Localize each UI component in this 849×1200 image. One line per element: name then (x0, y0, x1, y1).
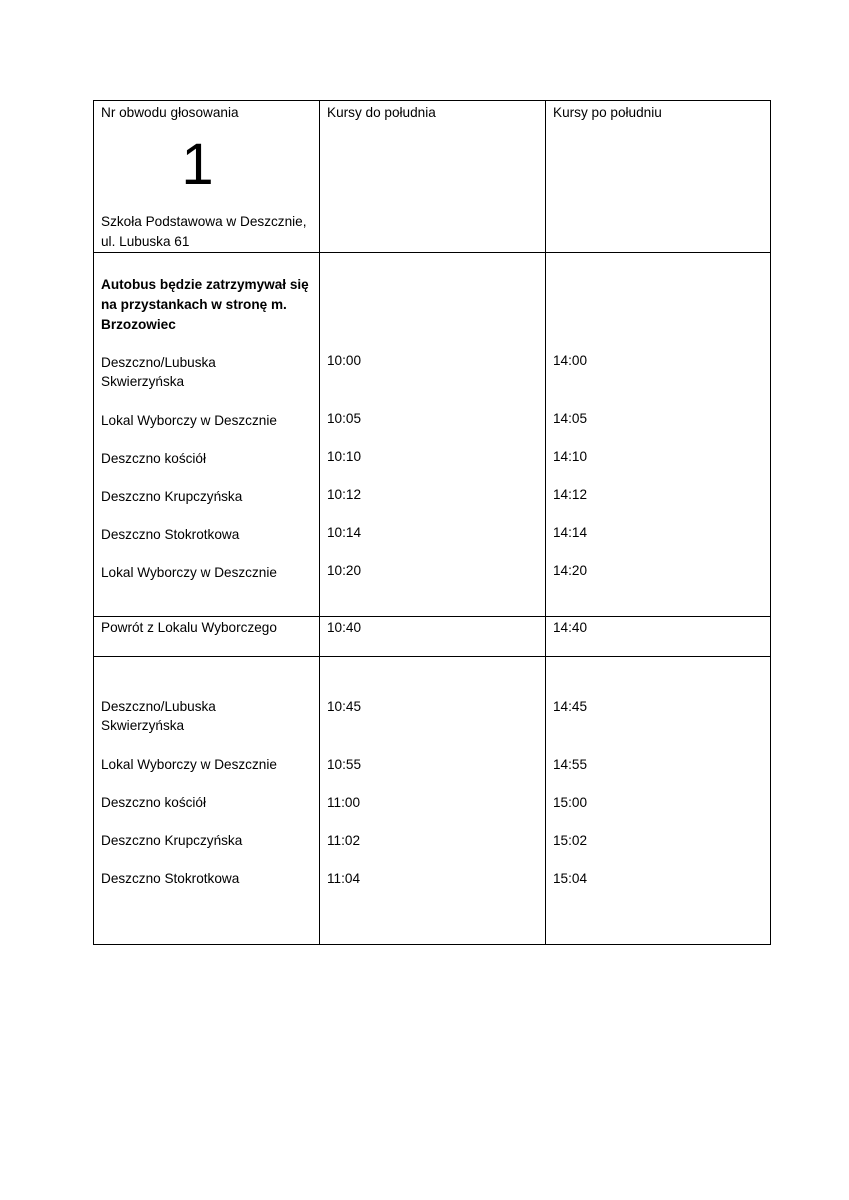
morning-time: 10:10 (327, 449, 362, 464)
morning-time: 10:40 (327, 620, 362, 635)
return-morning-cell (320, 617, 546, 657)
afternoon-time: 14:55 (553, 757, 588, 772)
outbound-afternoon-cell (546, 253, 771, 617)
district-number: 1 (181, 132, 214, 197)
stop-name-line: Skwierzyńska (101, 718, 185, 733)
afternoon-time: 15:04 (553, 871, 588, 886)
stop-name: Deszczno Krupczyńska (101, 489, 243, 504)
morning-header-cell (320, 101, 546, 253)
afternoon-time: 15:00 (553, 795, 588, 810)
outbound-stops-cell (94, 253, 320, 617)
stop-name: Deszczno kościół (101, 795, 207, 810)
stop-name-line: Deszczno/Lubuska (101, 699, 216, 714)
stop-name (101, 697, 312, 755)
outbound-morning-cell (320, 253, 546, 617)
return-row (94, 617, 771, 657)
afternoon-column-header: Kursy po południu (553, 105, 662, 120)
morning-time: 10:05 (327, 411, 362, 426)
stop-name: Deszczno Krupczyńska (101, 833, 243, 848)
header-row (94, 101, 771, 253)
morning-column-header: Kursy do południa (327, 105, 436, 120)
afternoon-time: 14:12 (553, 487, 588, 502)
stop-name-line: Deszczno/Lubuska (101, 355, 216, 370)
second-morning-cell (320, 657, 546, 945)
afternoon-time: 14:40 (553, 620, 588, 635)
morning-time: 10:45 (327, 699, 362, 714)
school-name: Szkoła Podstawowa w Deszcznie, (101, 214, 307, 229)
afternoon-time: 15:02 (553, 833, 588, 848)
stop-name: Lokal Wyborczy w Deszcznie (101, 413, 277, 428)
second-stops-cell (94, 657, 320, 945)
return-label-cell (94, 617, 320, 657)
district-cell (94, 101, 320, 253)
morning-time: 10:55 (327, 757, 362, 772)
afternoon-time: 14:14 (553, 525, 588, 540)
afternoon-header-cell (546, 101, 771, 253)
stop-name: Lokal Wyborczy w Deszcznie (101, 565, 277, 580)
morning-time: 10:12 (327, 487, 362, 502)
second-afternoon-cell (546, 657, 771, 945)
morning-time: 10:14 (327, 525, 362, 540)
return-label: Powrót z Lokalu Wyborczego (101, 620, 277, 635)
morning-time: 10:20 (327, 563, 362, 578)
outbound-stop-list (101, 353, 312, 601)
stop-name-line: Skwierzyńska (101, 374, 185, 389)
direction-note: Autobus będzie zatrzymywał się na przystankach w stronę m. Brzozowiec (101, 277, 309, 332)
outbound-row (94, 253, 771, 617)
afternoon-time: 14:00 (553, 353, 588, 368)
morning-time: 10:00 (327, 353, 362, 368)
morning-time: 11:00 (327, 795, 361, 810)
morning-time: 11:02 (327, 833, 361, 848)
second-stop-list (101, 697, 312, 907)
stop-name: Deszczno Stokrotkowa (101, 527, 240, 542)
stop-name (101, 353, 312, 411)
afternoon-time: 14:05 (553, 411, 588, 426)
district-label: Nr obwodu głosowania (101, 105, 239, 120)
afternoon-time: 14:20 (553, 563, 588, 578)
school-address: ul. Lubuska 61 (101, 234, 190, 249)
second-run-row (94, 657, 771, 945)
stop-name: Deszczno kościół (101, 451, 207, 466)
afternoon-time: 14:10 (553, 449, 588, 464)
stop-name: Lokal Wyborczy w Deszcznie (101, 757, 277, 772)
afternoon-time: 14:45 (553, 699, 588, 714)
bus-schedule-table (93, 100, 771, 945)
stop-name: Deszczno Stokrotkowa (101, 871, 240, 886)
morning-time: 11:04 (327, 871, 361, 886)
return-afternoon-cell (546, 617, 771, 657)
